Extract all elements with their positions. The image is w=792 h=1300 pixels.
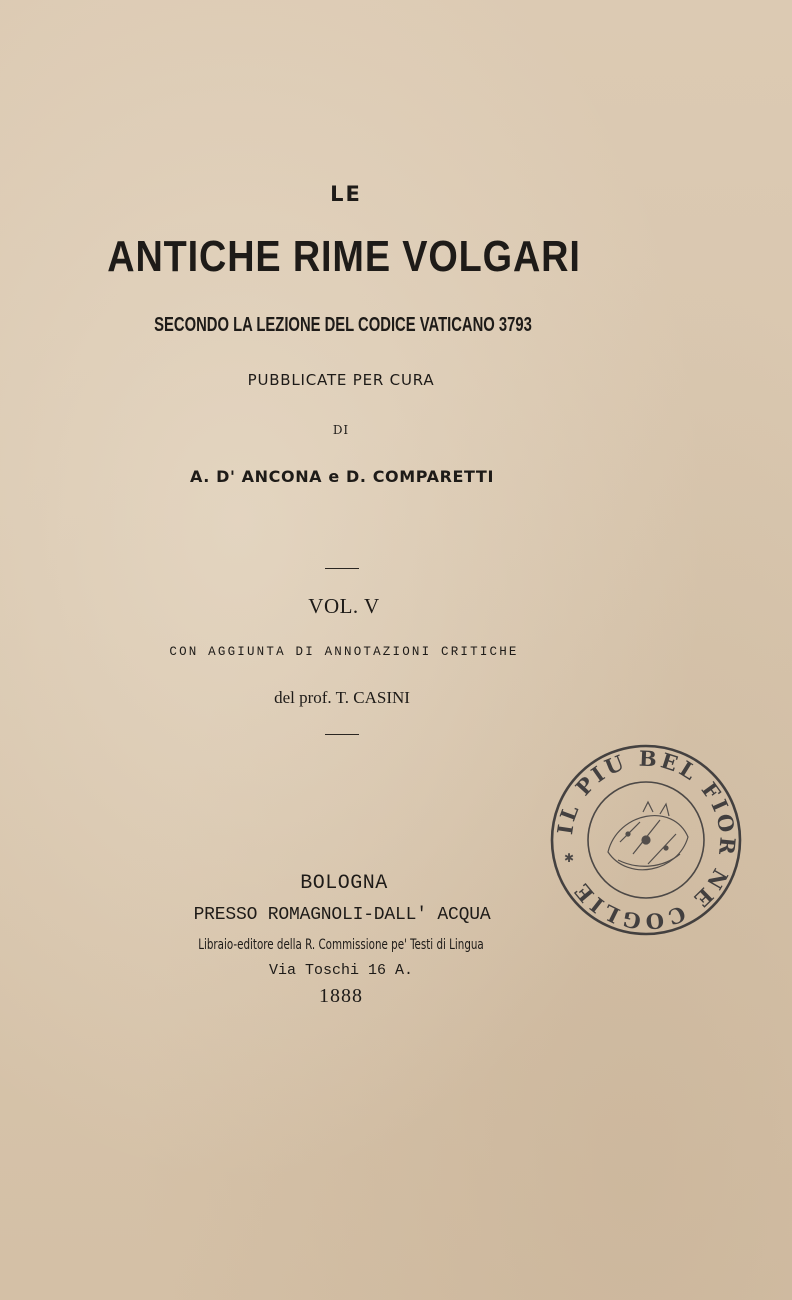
divider-bottom [325,734,359,735]
di-line: DI [332,423,350,437]
svg-text:✱: ✱ [564,851,575,865]
divider-top [325,568,359,569]
imprint-address: Via Toschi 16 A. [268,962,414,979]
addition-line: CON AGGIUNTA DI ANNOTAZIONI CRITICHE [169,645,519,659]
imprint-year: 1888 [319,985,363,1007]
book-subtitle: SECONDO LA LEZIONE DEL CODICE VATICANO 3793 [154,314,532,336]
annotator-line: del prof. T. CASINI [274,688,410,707]
imprint-description: Libraio-editore della R. Commissione pe' Testi di Lingua [198,937,484,953]
authors: A. D' ANCONA e D. COMPARETTI [190,467,494,486]
title-article: LE [330,182,362,206]
stamp-emblem [608,802,688,870]
stamp-text: IL PIU BEL FIOR NE COGLIE [552,745,741,935]
imprint-publisher: PRESSO ROMAGNOLI-DALL' ACQUA [193,905,491,925]
imprint-city: BOLOGNA [300,872,388,895]
book-title: ANTICHE RIME VOLGARI [107,232,581,281]
published-by-line: PUBBLICATE PER CURA [247,371,435,389]
library-stamp [548,742,744,938]
volume-number: VOL. V [308,594,380,618]
